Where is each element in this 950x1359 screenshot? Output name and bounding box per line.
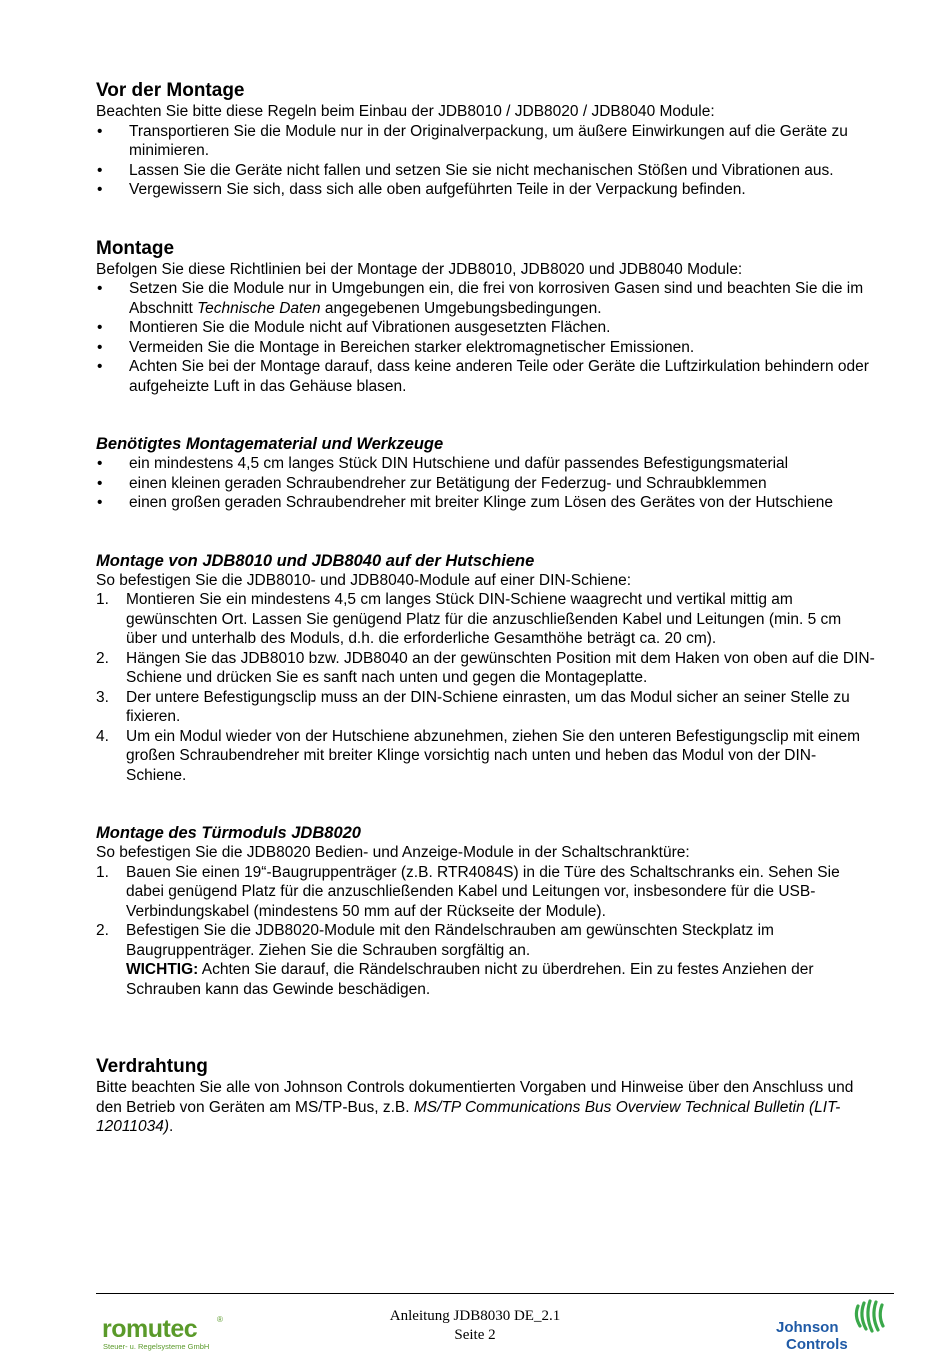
document-body [96,80,876,1137]
document-id: Anleitung JDB8030 DE_2.1 [389,1308,561,1324]
svg-text:romutec: romutec [102,1315,198,1343]
list-item: • ein mindestens 4,5 cm langes Stück DIN Hutschiene und dafür passendes Befestigungsmaterial [97,455,789,472]
warning-label: WICHTIG: [126,961,199,978]
section-montage [96,238,876,397]
bullet-list [96,122,876,200]
list-item: • Transportieren Sie die Module nur in der Originalverpackung, um äußere Einwirkungen auf die Geräte zu minimieren. [97,122,848,159]
section-verdrahtung [96,1056,876,1137]
footer-text [300,1307,650,1345]
section-text: Bitte beachten Sie alle von Johnson Controls dokumentierten Vorgaben und Hinweise über den Anschluss und den Betrieb von Geräten am MS/TP-Bus, z.B. MS/TP Communications Bus Overview Technical Bulletin (LIT-12011034). [96,1079,854,1135]
section-heading: Vor der Montage [96,80,245,101]
list-item: 1. Bauen Sie einen 19“-Baugruppenträger (z.B. RTR4084S) in die Türe des Schaltschranks ein. Sehen Sie dabei genügend Platz für die anzuschließenden Kabel und Leitungen vor, insbesondere für die USB-Verbindungskabel (mindestens 50 mm auf der Rückseite der Module). [96,863,840,920]
section-heading: Montage [96,237,175,259]
list-item: • Achten Sie bei der Montage darauf, dass keine anderen Teile oder Geräte die Luftzirkulation behindern oder aufgeheizte Luft in das Gehäuse blasen. [97,358,869,395]
numbered-list [96,863,876,1000]
svg-text:Controls: Controls [786,1336,848,1352]
list-item: 1. Montieren Sie ein mindestens 4,5 cm langes Stück DIN-Schiene waagrecht und vertikal mittig am gewünschten Ort. Lassen Sie genügend Platz für die anzuschließenden Kabel und Leitungen (min. 5 cm über und unterhalb des Moduls, d.h. die erforderliche Gesamthöhe beträgt ca. 20 cm). [96,591,842,647]
section-intro: Beachten Sie bitte diese Regeln beim Einbau der JDB8010 / JDB8020 / JDB8040 Module: [96,103,715,120]
list-item: 2. Befestigen Sie die JDB8020-Module mit den Rändelschrauben am gewünschten Steckplatz im Baugruppenträger. Ziehen Sie die Schrauben sorgfältig an. WICHTIG: Achten Sie darauf, die Rändelschrauben nicht zu überdrehen. Ein zu festes Anziehen der Schrauben kann das Gewinde beschädigen. [96,922,814,998]
section-montage-hutschiene [96,551,876,786]
section-montagematerial [96,434,876,513]
list-item: 4. Um ein Modul wieder von der Hutschiene abzunehmen, ziehen Sie den unteren Befestigungsclip mit einem großen Schraubendreher mit breiter Klinge vorsichtig nach unten und heben das Modul von der DIN-Schiene. [96,727,861,784]
list-item: 2. Hängen Sie das JDB8010 bzw. JDB8040 an der gewünschten Position mit dem Haken von oben auf die DIN-Schiene und drücken Sie es sanft nach unten und gegen die Montageplatte. [96,649,875,686]
list-item: • Vergewissern Sie sich, dass sich alle oben aufgeführten Teile in der Verpackung befinden. [97,181,746,198]
section-intro: So befestigen Sie die JDB8010- und JDB8040-Module auf einer DIN-Schiene: [96,571,632,589]
section-intro: So befestigen Sie die JDB8020 Bedien- und Anzeige-Module in der Schaltschranktüre: [96,844,690,861]
svg-text:Steuer- u. Regelsysteme GmbH: Steuer- u. Regelsysteme GmbH [103,1342,210,1351]
section-heading: Benötigtes Montagematerial und Werkzeuge [96,435,444,453]
list-item: • einen kleinen geraden Schraubendreher zur Betätigung der Federzug- und Schraubklemmen [97,474,767,492]
section-intro: Befolgen Sie diese Richtlinien bei der Montage der JDB8010, JDB8020 und JDB8040 Module: [96,260,743,278]
list-item: 3. Der untere Befestigungsclip muss an der DIN-Schiene einrasten, um das Modul sicher an seiner Stelle zu fixieren. [96,688,850,725]
svg-text:Johnson: Johnson [776,1319,839,1336]
list-item: • einen großen geraden Schraubendreher mit breiter Klinge zum Lösen des Gerätes von der Hutschiene [97,494,833,511]
numbered-list [96,590,876,785]
section-tuermodul [96,823,876,999]
list-item: • Montieren Sie die Module nicht auf Vibrationen ausgesetzten Flächen. [97,319,611,336]
johnson-controls-logo [772,1298,892,1352]
list-item: • Lassen Sie die Geräte nicht fallen und setzen Sie sie nicht mechanischen Stößen und Vibrationen aus. [97,161,834,179]
bullet-list [96,454,876,513]
page-number: Seite 2 [454,1327,496,1343]
bullet-list [96,279,876,396]
romutec-logo [100,1313,240,1353]
list-item: • Setzen Sie die Module nur in Umgebungen ein, die frei von korrosiven Gasen sind und beachten Sie die im Abschnitt Technische Daten angegebenen Umgebungsbedingungen. [97,280,864,317]
section-heading: Montage von JDB8010 und JDB8040 auf der Hutschiene [96,551,535,570]
section-heading: Montage des Türmoduls JDB8020 [96,824,361,842]
warning-text: Achten Sie darauf, die Rändelschrauben nicht zu überdrehen. Ein zu festes Anziehen der Schrauben kann das Gewinde beschädigen. [126,961,814,998]
section-heading: Verdrahtung [96,1056,208,1077]
section-vor-der-montage [96,80,876,200]
svg-text:®: ® [217,1315,223,1324]
list-item: • Vermeiden Sie die Montage in Bereichen starker elektromagnetischer Emissionen. [97,338,695,356]
technische-daten-reference: Technische Daten [197,299,321,317]
footer-divider [96,1293,894,1294]
bulletin-reference: MS/TP Communications Bus Overview Technical Bulletin (LIT-12011034) [96,1098,841,1135]
